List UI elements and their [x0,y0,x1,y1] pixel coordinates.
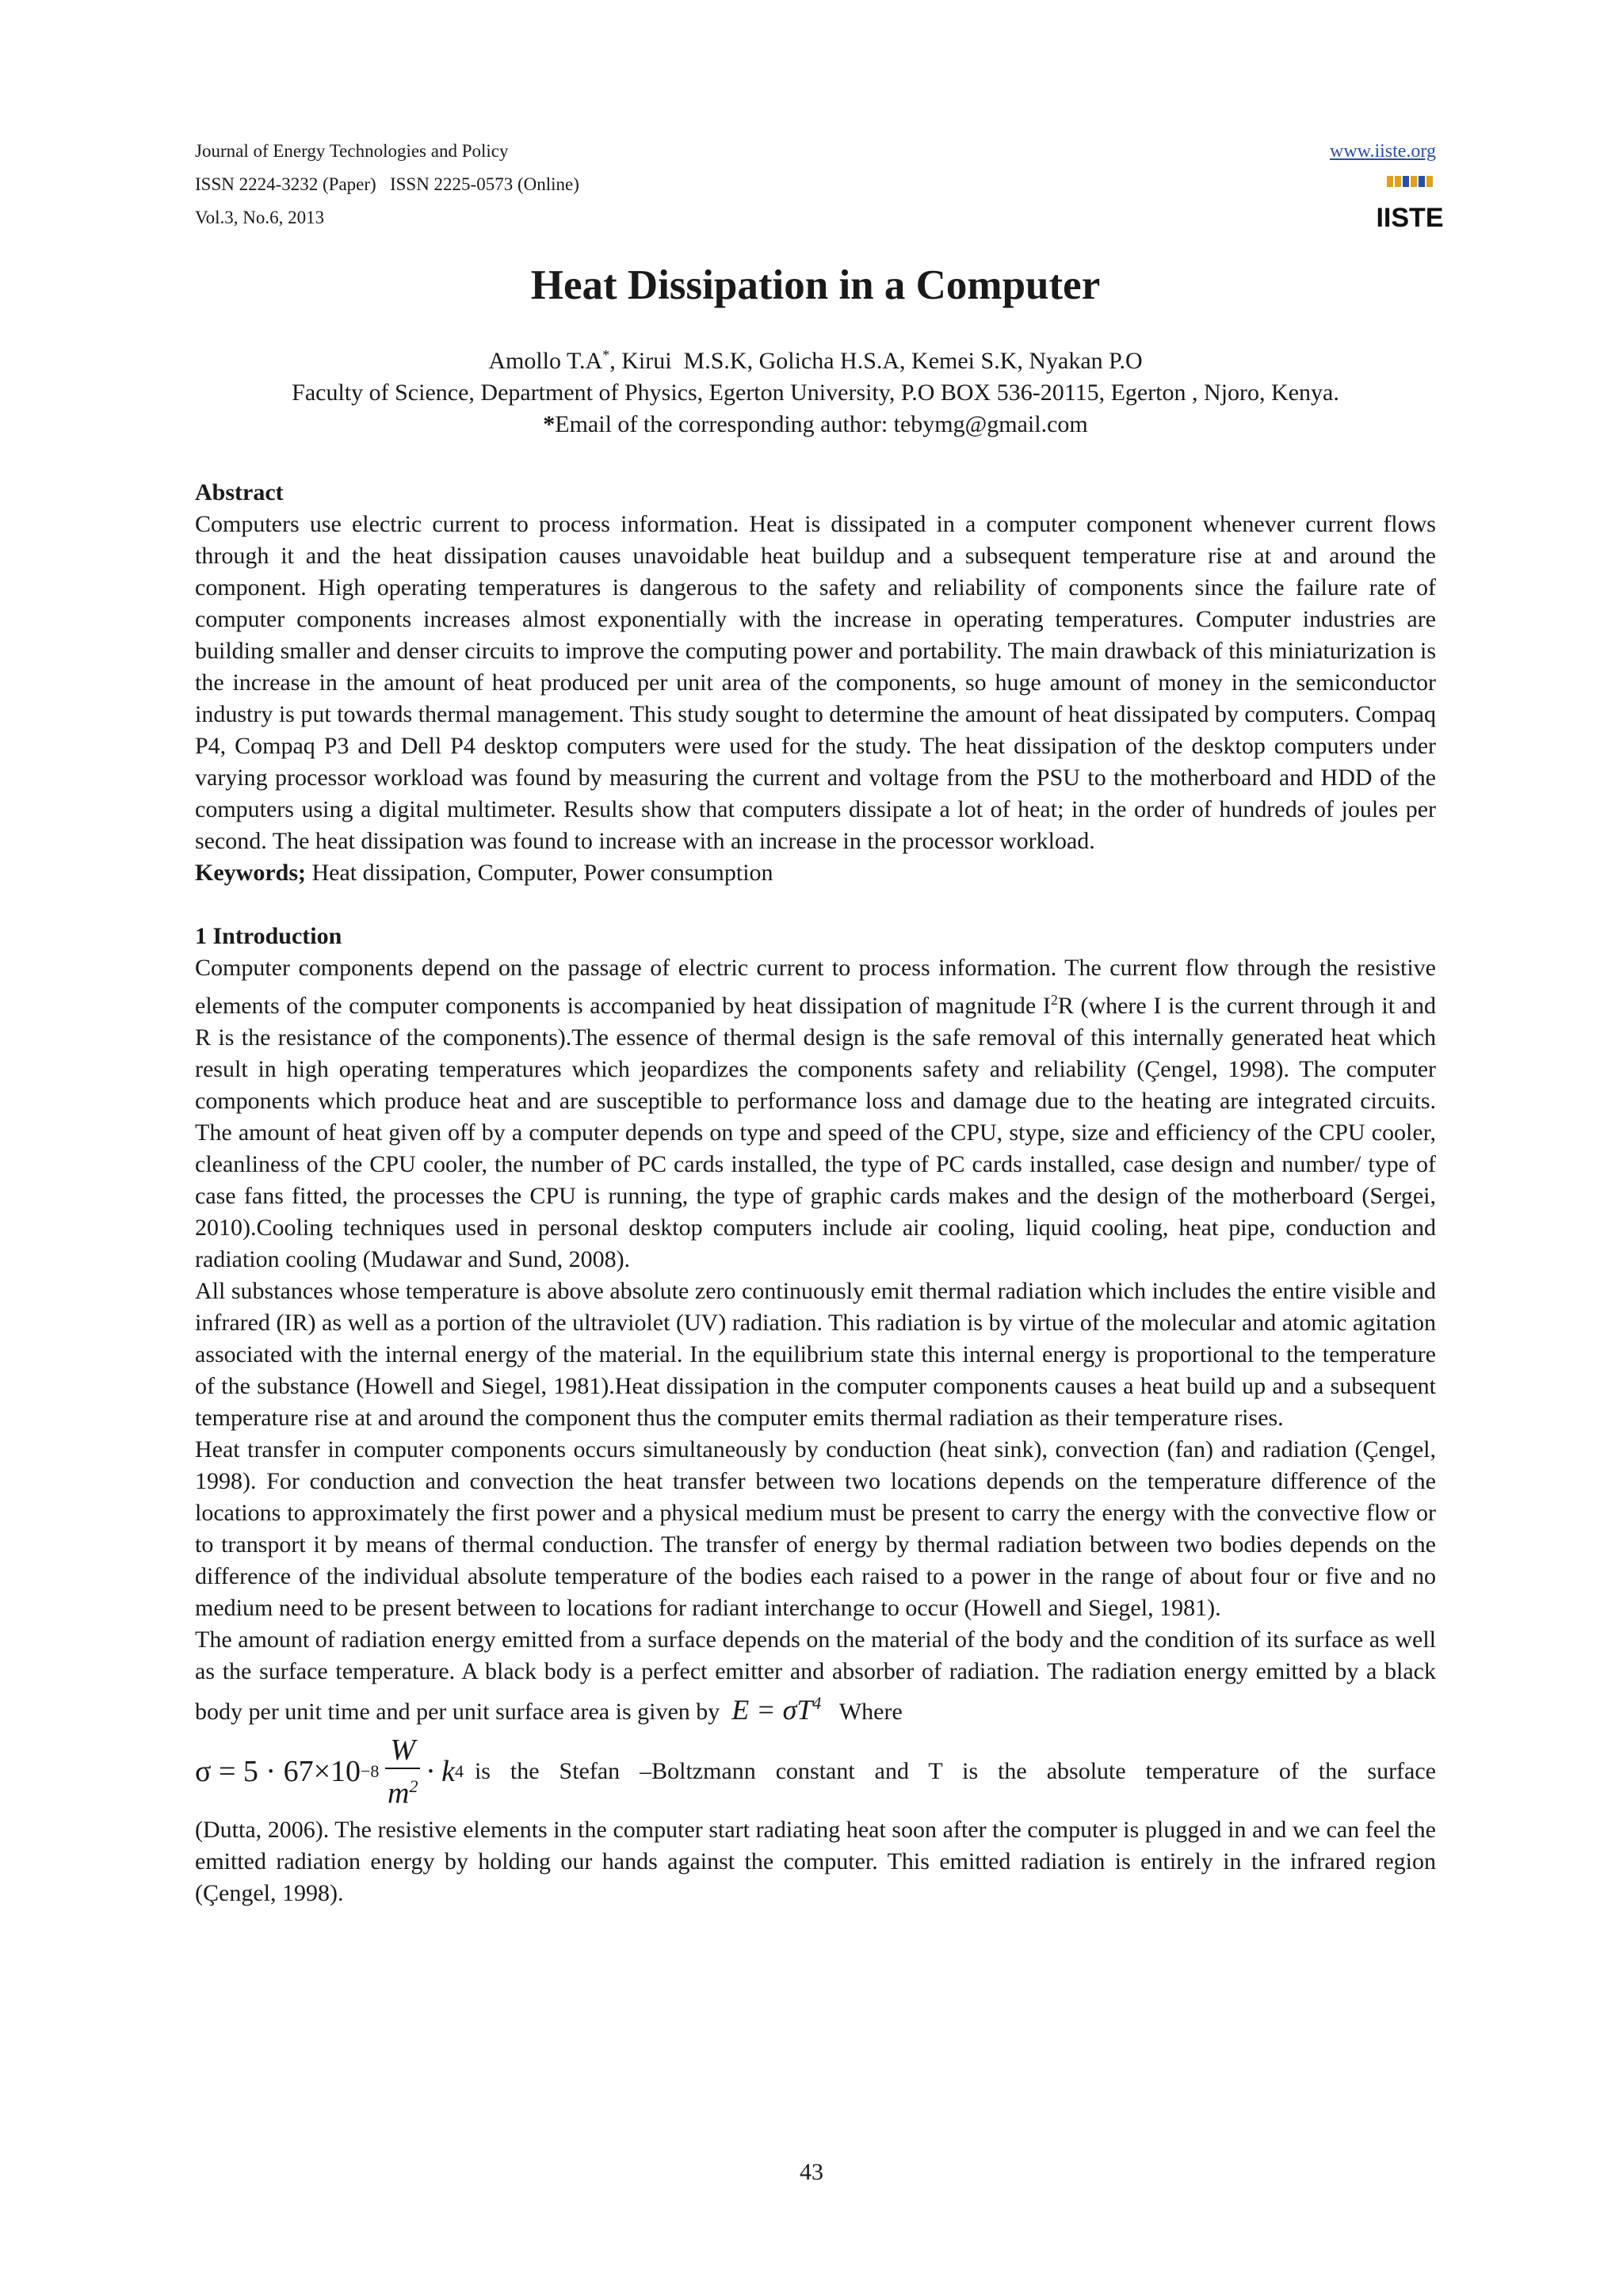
intro-p4-start: The amount of radiation energy emitted from a surface depends on the material of the body and the condition of its surface as well as the surface temperature. A black body is a perfect emitter and absorber of radiation. The radiation energy emitted by a black body per unit time and per unit surface area is given by [195,1627,1436,1725]
corresponding-star: * [602,347,610,363]
author-list [195,339,1436,377]
denominator-exponent: 2 [409,1776,418,1796]
other-authors: , Kirui M.S.K, Golicha H.S.A, Kemei S.K, Nyakan P.O [609,348,1143,374]
keywords-label: Keywords; [195,860,306,886]
intro-p1-start: Computer components depend on the passage of electric current to process information. The current flow through the resistive elements of the computer components is accompanied by heat dissipation of magnitude I [195,955,1436,1019]
keywords-values: Heat dissipation, Computer, Power consumption [305,860,773,886]
intro-paragraph-1 [195,952,1436,1276]
intro-p1-end: R (where I is the current through it and R is the resistance of the components).The essence of thermal design is the safe removal of this internally generated heat which result in high operating temperatures which jeopardizes the components safety and reliability (Çengel, 1998). The computer components which produce heat and are susceptible to performance loss and damage due to the heating are integrated circuits. The amount of heat given off by a computer depends on type and speed of the CPU, stype, size and efficiency of the CPU cooler, cleanliness of the CPU cooler, the number of PC cards installed, the type of PC cards installed, case design and number/ type of case fans fitted, the processes the CPU is running, the type of graphic cards makes and the design of the motherboard (Sergei, 2010).Cooling techniques used in personal desktop computers include air cooling, liquid cooling, heat pipe, conduction and radiation cooling (Mudawar and Sund, 2008). [195,993,1436,1272]
fraction-numerator: W [385,1733,420,1769]
fraction-denominator [388,1769,418,1811]
abstract-section [195,477,1436,889]
sigma-definition-line [195,1733,1436,1811]
header-right [1330,135,1444,235]
intro-paragraph-4 [195,1624,1436,1728]
paper-title: Heat Dissipation in a Computer [530,262,1101,308]
stefan-boltzmann-law [731,1694,821,1726]
journal-header [195,135,1444,235]
stefan-boltzmann-constant-formula [195,1733,464,1811]
sigma-exponent: −8 [361,1761,380,1782]
email-line [195,409,1436,441]
introduction-heading: 1 Introduction [195,923,342,949]
kelvin-factor: · k [426,1755,455,1789]
affiliation: Faculty of Science, Department of Physics, Egerton University, P.O BOX 536-20115, Egerton , Njoro, Kenya. [292,379,1339,406]
journal-url-link[interactable]: www.iiste.org [1330,141,1436,162]
corresponding-email: Email of the corresponding author: tebymg@gmail.com [555,411,1088,437]
eq1-exponent: 4 [812,1693,822,1713]
abstract-text: Computers use electric current to process information. Heat is dissipated in a computer component whenever current flows through it and the heat dissipation causes unavoidable heat buildup and a subsequent temperature rise at and around the component. High operating temperatures is dangerous to the safety and reliability of components since the failure rate of computer components increases almost exponentially with the increase in operating temperatures. Computer industries are building smaller and denser circuits to improve the computing power and portability. The main drawback of this miniaturization is the increase in the amount of heat produced per unit area of the components, so huge amount of money in the semiconductor industry is put towards thermal management. This study sought to determine the amount of heat dissipated by computers. Compaq P4, Compaq P3 and Dell P4 desktop computers were used for the study. The heat dissipation of the desktop computers under varying processor workload was found by measuring the current and voltage from the PSU to the motherboard and HDD of the computers using a digital multimeter. Results show that computers dissipate a lot of heat; in the order of hundreds of joules per second. The heat dissipation was found to increase with an increase in the processor workload. [195,511,1436,854]
page [195,135,1444,1909]
keywords-line [195,857,1436,889]
introduction-section [195,921,1436,1909]
intro-paragraph-4-end: (Dutta, 2006). The resistive elements in the computer start radiating heat soon after the computer is plugged in and we can feel the emitted radiation energy by holding our hands against the computer. This emitted radiation is entirely in the infrared region (Çengel, 1998). [195,1816,1436,1906]
volume-line: Vol.3, No.6, 2013 [195,208,325,227]
intro-paragraph-2: All substances whose temperature is above absolute zero continuously emit thermal radiation which includes the entire visible and infrared (IR) as well as a portion of the ultraviolet (UV) radiation. This radiation is by virtue of the molecular and atomic agitation associated with the internal energy of the material. In the equilibrium state this internal energy is proportional to the temperature of the substance (Howell and Siegel, 1981).Heat dissipation in the computer components causes a heat build up and a subsequent temperature rise at and around the component thus the computer emits thermal radiation as their temperature rises. [195,1278,1436,1431]
where-word: Where [838,1699,903,1725]
intro-paragraph-3: Heat transfer in computer components occurs simultaneously by conduction (heat sink), convection (fan) and radiation (Çengel, 1998). For conduction and convection the heat transfer between two locations depends on the temperature difference of the locations to approximately the first power and a physical medium must be present to carry the energy with the convective flow or to transport it by means of thermal conduction. The transfer of energy by thermal radiation between two bodies depends on the difference of the individual absolute temperature of the bodies each raised to a power in the range of about four or five and no medium need to be present between to locations for radiant interchange to occur (Howell and Siegel, 1981). [195,1436,1436,1621]
unit-fraction [385,1733,420,1811]
logo-text: IISTE [1376,203,1444,233]
exponent-2: 2 [1050,992,1058,1008]
denominator-m: m [388,1776,410,1810]
iiste-logo [1376,174,1444,233]
sigma-description: is the Stefan –Boltzmann constant and T is the absolute temperature of the surface [474,1758,1436,1785]
sigma-value: σ = 5 · 67×10 [195,1755,361,1789]
email-star: * [543,411,556,437]
journal-name: Journal of Energy Technologies and Policy [195,141,509,161]
abstract-heading: Abstract [195,479,284,505]
eq1-body: E = σT [731,1694,813,1726]
first-author: Amollo T.A [488,348,603,374]
author-block [195,339,1436,441]
issn-line: ISSN 2224-3232 (Paper) ISSN 2225-0573 (Online) [195,174,579,194]
page-number: 43 [800,2159,823,2185]
kelvin-exponent: 4 [454,1761,464,1782]
